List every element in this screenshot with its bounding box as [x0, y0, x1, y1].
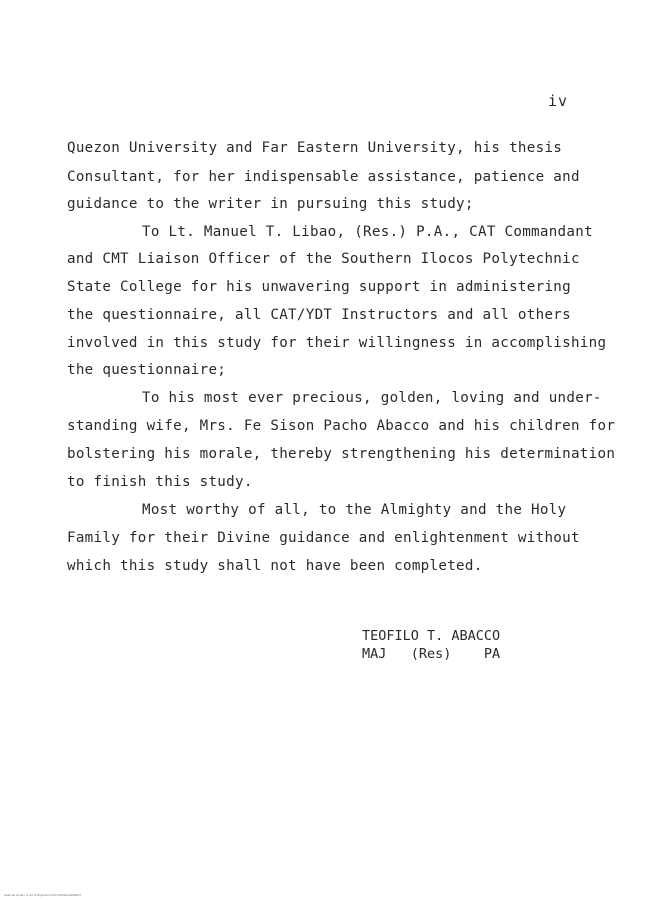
signature-rank: MAJ (Res) PA: [362, 646, 501, 662]
body-line-indented: To his most ever precious, golden, loving and under-: [142, 390, 602, 406]
body-line-indented: To Lt. Manuel T. Libao, (Res.) P.A., CAT Commandant: [142, 224, 593, 240]
page-number: iv: [548, 92, 569, 110]
body-line: Family for their Divine guidance and enlightenment without: [67, 530, 580, 546]
body-line: which this study shall not have been completed.: [67, 558, 483, 574]
footer-note: National Library of the Philippines ACKNOWLEDGEMENT: [4, 893, 82, 897]
body-line: bolstering his morale, thereby strengthening his determination: [67, 446, 616, 462]
body-line: Quezon University and Far Eastern University, his thesis: [67, 140, 563, 156]
body-line-indented: Most worthy of all, to the Almighty and the Holy: [142, 502, 567, 518]
body-line: involved in this study for their willingness in accomplishing: [67, 335, 607, 351]
body-line: Consultant, for her indispensable assistance, patience and: [67, 169, 580, 185]
body-line: State College for his unwavering support in administering: [67, 279, 571, 295]
body-line: to finish this study.: [67, 474, 253, 490]
signature-name: TEOFILO T. ABACCO: [362, 628, 501, 644]
body-line: and CMT Liaison Officer of the Southern Ilocos Polytechnic: [67, 251, 580, 267]
body-line: guidance to the writer in pursuing this study;: [67, 196, 474, 212]
body-line: the questionnaire;: [67, 362, 227, 378]
body-line: the questionnaire, all CAT/YDT Instructors and all others: [67, 307, 571, 323]
body-line: standing wife, Mrs. Fe Sison Pacho Abacco and his children for: [67, 418, 616, 434]
